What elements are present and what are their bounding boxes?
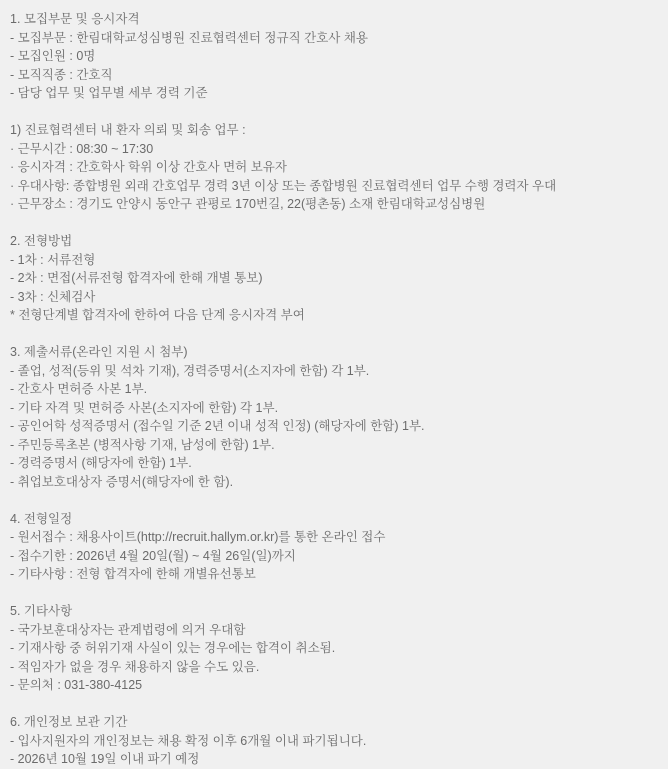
text-line: - 기타 자격 및 면허증 사본(소지자에 한함) 각 1부.: [10, 400, 279, 415]
text-line: - 경력증명서 (해당자에 한함) 1부.: [10, 456, 192, 470]
section-selection-method: [10, 232, 660, 325]
text-line: - 원서접수 : 채용사이트(http://recruit.hallym.or.kr)를 통한 온라인 접수: [10, 530, 386, 544]
section-required-documents: [10, 343, 660, 491]
text-line: - 졸업, 성적(등위 및 석차 기재), 경력증명서(소지자에 한함) 각 1부.: [10, 363, 370, 378]
section-heading: 6. 개인정보 보관 기간: [10, 715, 128, 729]
text-line: - 주민등록초본 (병적사항 기재, 남성에 한함) 1부.: [10, 437, 275, 452]
text-line: - 2차 : 면접(서류전형 합격자에 한해 개별 통보): [10, 271, 263, 285]
text-line: - 기재사항 중 허위기재 사실이 있는 경우에는 합격이 취소됨.: [10, 641, 336, 655]
text-line: - 취업보호대상자 증명서(해당자에 한 함).: [10, 474, 234, 489]
section-heading: 4. 전형일정: [10, 511, 73, 526]
text-line: - 모직직종 : 간호직: [10, 67, 113, 82]
text-line: · 근무장소 : 경기도 안양시 동안구 관평로 170번길, 22(평촌동) 소재 한림대학교성심병원: [10, 197, 486, 211]
section-duty-detail: [10, 121, 660, 214]
text-line: · 우대사항: 종합병원 외래 간호업무 경력 3년 이상 또는 종합병원 진료협력센터 업무 수행 경력자 우대: [10, 178, 557, 193]
section-heading: 5. 기타사항: [10, 604, 73, 618]
section-other-notes: [10, 602, 660, 695]
text-line: - 기타사항 : 전형 합격자에 한해 개별유선통보: [10, 567, 256, 581]
section-recruitment-and-eligibility: [10, 10, 660, 103]
text-line: * 전형단계별 합격자에 한하여 다음 단계 응시자격 부여: [10, 308, 305, 322]
text-line: - 접수기한 : 2026년 4월 20일(월) ~ 4월 26일(일)까지: [10, 548, 296, 563]
text-line: - 2026년 10월 19일 이내 파기 예정: [10, 752, 200, 766]
section-heading: 2. 전형방법: [10, 234, 73, 248]
text-line: - 모집인원 : 0명: [10, 49, 96, 63]
section-heading: 1) 진료협력센터 내 환자 의뢰 및 회송 업무 :: [10, 123, 246, 137]
text-line: - 문의처 : 031-380-4125: [10, 678, 143, 692]
text-line: - 국가보훈대상자는 관계법령에 의거 우대함: [10, 622, 246, 637]
text-line: - 1차 : 서류전형: [10, 252, 96, 267]
section-heading: 1. 모집부문 및 응시자격: [10, 12, 140, 26]
text-line: - 담당 업무 및 업무별 세부 경력 기준: [10, 86, 208, 100]
section-privacy-retention: [10, 713, 660, 769]
text-line: - 공인어학 성적증명서 (접수일 기준 2년 이내 성적 인정) (해당자에 한함) 1부.: [10, 419, 425, 433]
text-line: - 적임자가 없을 경우 채용하지 않을 수도 있음.: [10, 659, 260, 674]
section-heading: 3. 제출서류(온라인 지원 시 첨부): [10, 345, 188, 359]
text-line: - 입사지원자의 개인정보는 채용 확정 이후 6개월 이내 파기됩니다.: [10, 733, 367, 748]
text-line: - 모집부문 : 한림대학교성심병원 진료협력센터 정규직 간호사 채용: [10, 30, 368, 45]
text-line: - 간호사 면허증 사본 1부.: [10, 382, 148, 396]
section-schedule: [10, 510, 660, 584]
text-line: · 근무시간 : 08:30 ~ 17:30: [10, 141, 154, 156]
text-line: · 응시자격 : 간호학사 학위 이상 간호사 면허 보유자: [10, 160, 287, 174]
text-line: - 3차 : 신체검사: [10, 289, 96, 304]
